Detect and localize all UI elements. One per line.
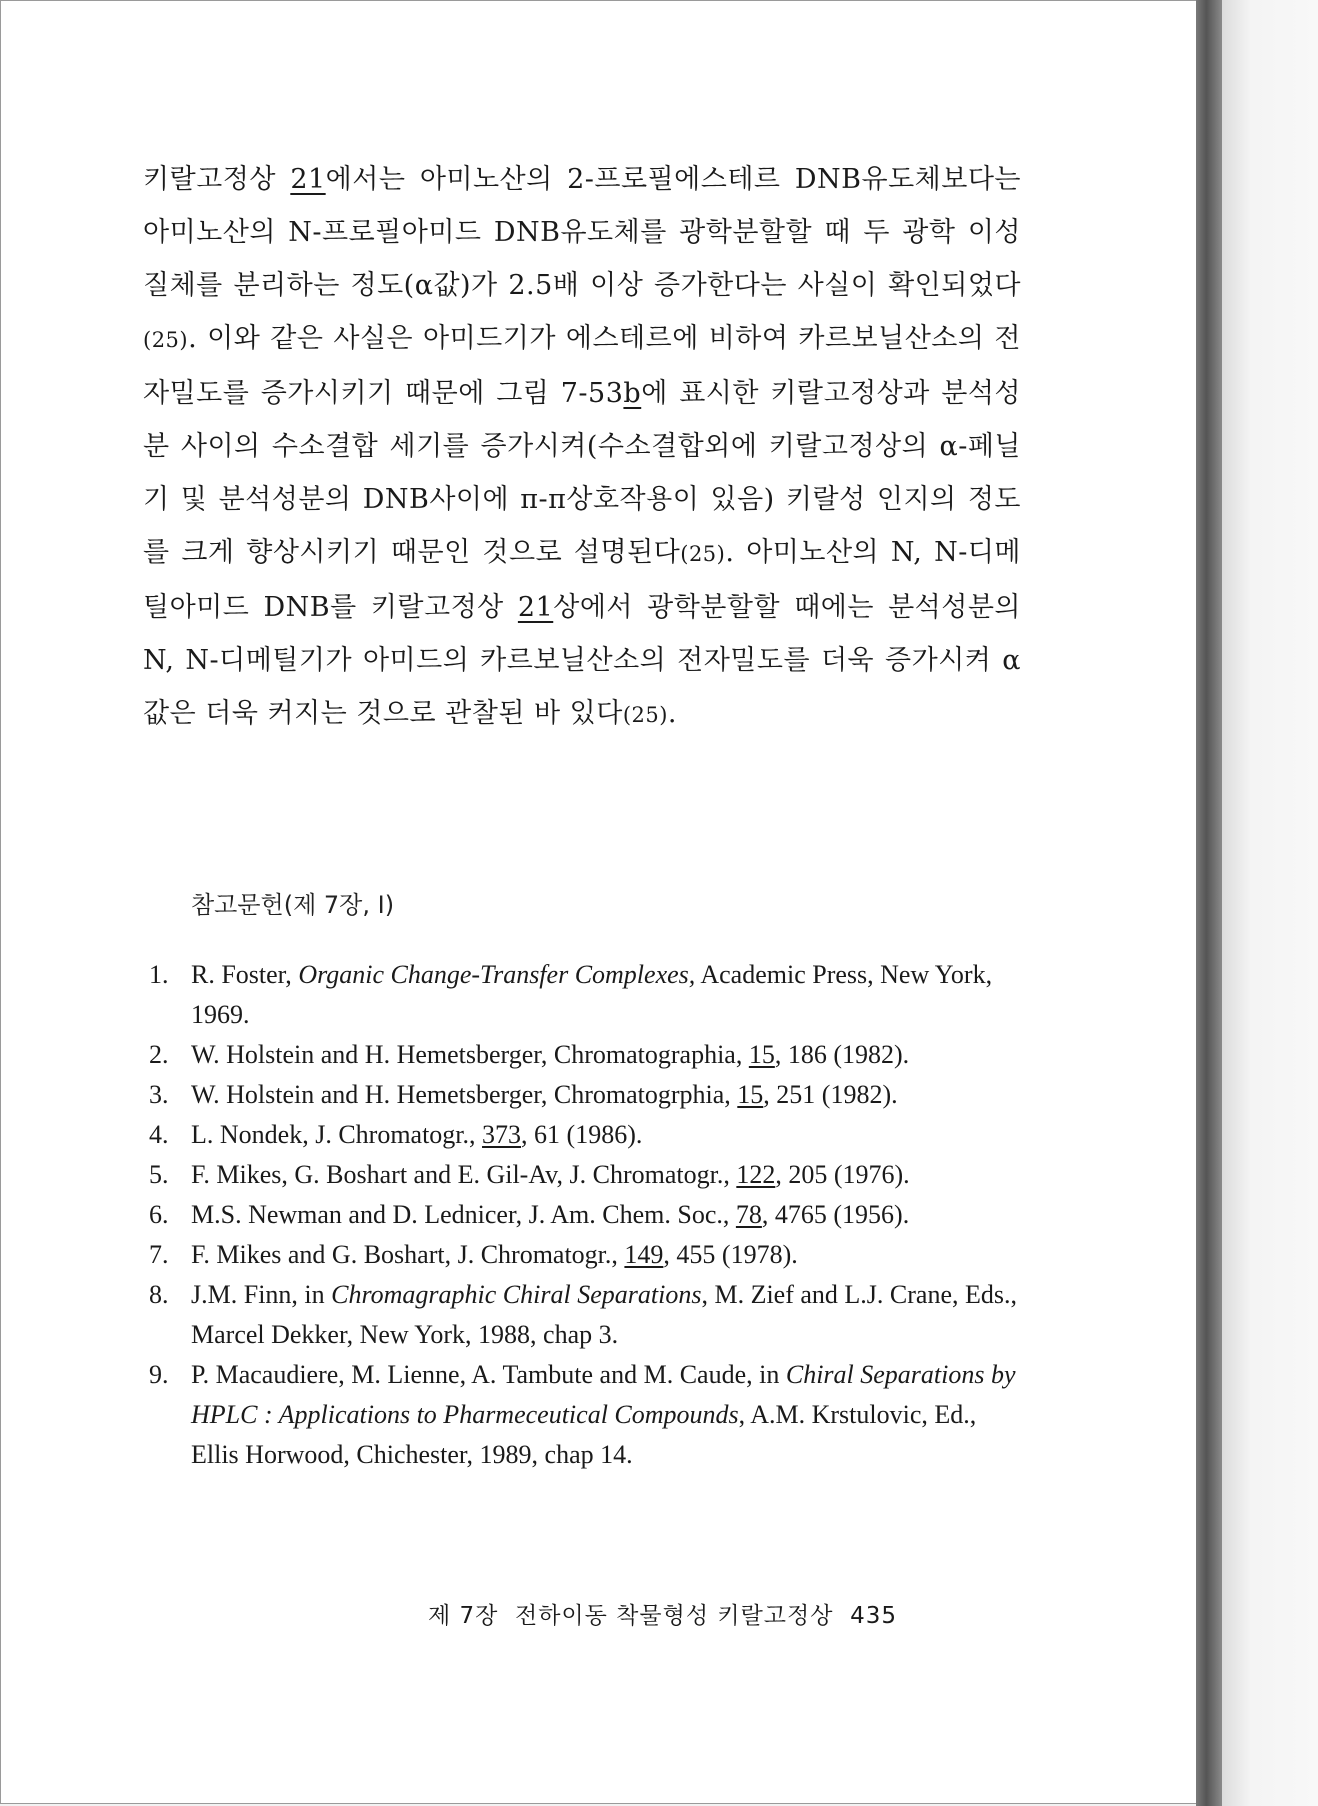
reference-text: W. Holstein and H. Hemetsberger, Chromatographia, — [191, 1040, 749, 1069]
reference-volume: 78 — [735, 1200, 762, 1229]
reference-text: P. Macaudiere, M. Lienne, A. Tambute and M. Caude, in — [191, 1360, 786, 1389]
reference-volume: 149 — [624, 1240, 664, 1269]
reference-text: F. Mikes and G. Boshart, J. Chromatogr., — [191, 1240, 625, 1269]
reference-item — [149, 1035, 1021, 1075]
reference-number: 8. — [149, 1280, 169, 1309]
reference-item — [149, 1115, 1021, 1155]
reference-text: , 186 (1982). — [774, 1040, 910, 1069]
reference-text: , 205 (1976). — [775, 1160, 910, 1189]
reference-text: , 251 (1982). — [763, 1080, 898, 1109]
reference-text: L. Nondek, J. Chromatogr., — [191, 1120, 483, 1149]
reference-item — [149, 1075, 1021, 1115]
text-run: 에 표시한 키랄고정상과 분석성분 사이의 수소결합 세기를 증가시켜(수소결합외에 키랄고정상의 α-페닐기 및 분석성분의 DNB사이에 π-π상호작용이 있음) 키랄성 인지의 정도를 크게 향상시키기 때문인 것으로 설명된다 — [143, 378, 1021, 568]
reference-text: J.M. Finn, in — [191, 1280, 332, 1309]
reference-list — [149, 955, 1021, 1475]
reference-text: F. Mikes, G. Boshart and E. Gil-Av, J. Chromatogr., — [191, 1160, 737, 1189]
reference-text: R. Foster, — [191, 960, 299, 989]
text-run: 에서는 아미노산의 2-프로필에스테르 DNB유도체보다는 아미노산의 N-프로필아미드 DNB유도체를 광학분할할 때 두 광학 이성질체를 분리하는 정도(α값)가 2.5배 이상 증가한다는 사실이 확인되었다 — [143, 164, 1021, 301]
text-run: . — [667, 698, 678, 729]
reference-number: 6. — [149, 1200, 169, 1229]
reference-item — [149, 1275, 1021, 1355]
reference-title: Chiral Separations by HPLC : Applications to Pharmeceutical Compounds — [191, 1360, 1016, 1429]
reference-text: , 4765 (1956). — [761, 1200, 910, 1229]
reference-title: Organic Change-Transfer Complexes, — [298, 960, 696, 989]
references-heading: 참고문헌(제 7장, Ⅰ) — [191, 891, 395, 919]
citation: (25) — [143, 328, 189, 352]
page-footer — [428, 1597, 897, 1630]
reference-item — [149, 1155, 1021, 1195]
reference-number: 3. — [149, 1080, 169, 1109]
reference-text: M.S. Newman and D. Lednicer, J. Am. Chem. Soc., — [191, 1200, 736, 1229]
page-number: 435 — [850, 1603, 897, 1629]
reference-number: 7. — [149, 1240, 169, 1269]
reference-item — [149, 955, 1021, 1035]
page-background-margin — [1222, 0, 1318, 1806]
reference-volume: 373 — [482, 1120, 522, 1149]
reference-text: , M. Zief and L.J. Crane, Eds., Marcel Dekker, New York, 1988, chap 3. — [191, 1280, 1017, 1349]
text-run: . 아미노산의 N, N-디메틸아미드 DNB를 키랄고정상 — [143, 537, 1022, 623]
reference-item — [149, 1195, 1021, 1235]
reference-text: , A.M. Krstulovic, Ed., Ellis Horwood, Chichester, 1989, chap 14. — [191, 1400, 977, 1469]
reference-number: 9. — [149, 1360, 169, 1389]
reference-text: W. Holstein and H. Hemetsberger, Chromatogrphia, — [191, 1080, 738, 1109]
page-edge-shadow — [1196, 0, 1222, 1806]
text-run: 상에서 광학분할할 때에는 분석성분의 N, N-디메틸기가 아미드의 카르보닐산소의 전자밀도를 더욱 증가시켜 α값은 더욱 커지는 것으로 관찰된 바 있다 — [143, 592, 1022, 729]
citation: (25) — [680, 542, 726, 566]
reference-number: 5. — [149, 1160, 169, 1189]
citation: (25) — [622, 703, 668, 727]
reference-title: Chromagraphic Chiral Separations — [331, 1280, 702, 1309]
reference-text: , 61 (1986). — [521, 1120, 643, 1149]
footer-chapter: 제 7장 — [427, 1603, 499, 1629]
underlined-number: 21 — [517, 592, 554, 623]
reference-item — [149, 1235, 1021, 1275]
underlined-number: 21 — [290, 164, 326, 195]
reference-volume: 15 — [748, 1040, 775, 1069]
reference-item — [149, 1355, 1021, 1475]
reference-number: 1. — [149, 960, 169, 989]
body-paragraph — [143, 153, 1021, 742]
reference-text: Academic Press, New York, 1969. — [191, 960, 993, 1029]
underlined-letter: b — [623, 378, 642, 409]
reference-volume: 15 — [737, 1080, 764, 1109]
footer-title: 전하이동 착물형성 키랄고정상 — [515, 1603, 834, 1629]
reference-volume: 122 — [736, 1160, 776, 1189]
text-run: . 이와 같은 사실은 아미드기가 에스테르에 비하여 카르보닐산소의 전자밀도를 증가시키기 때문에 그림 7-53 — [143, 323, 1021, 409]
text-run: 키랄고정상 — [143, 164, 291, 195]
reference-number: 2. — [149, 1040, 169, 1069]
reference-number: 4. — [149, 1120, 169, 1149]
reference-text: , 455 (1978). — [663, 1240, 798, 1269]
